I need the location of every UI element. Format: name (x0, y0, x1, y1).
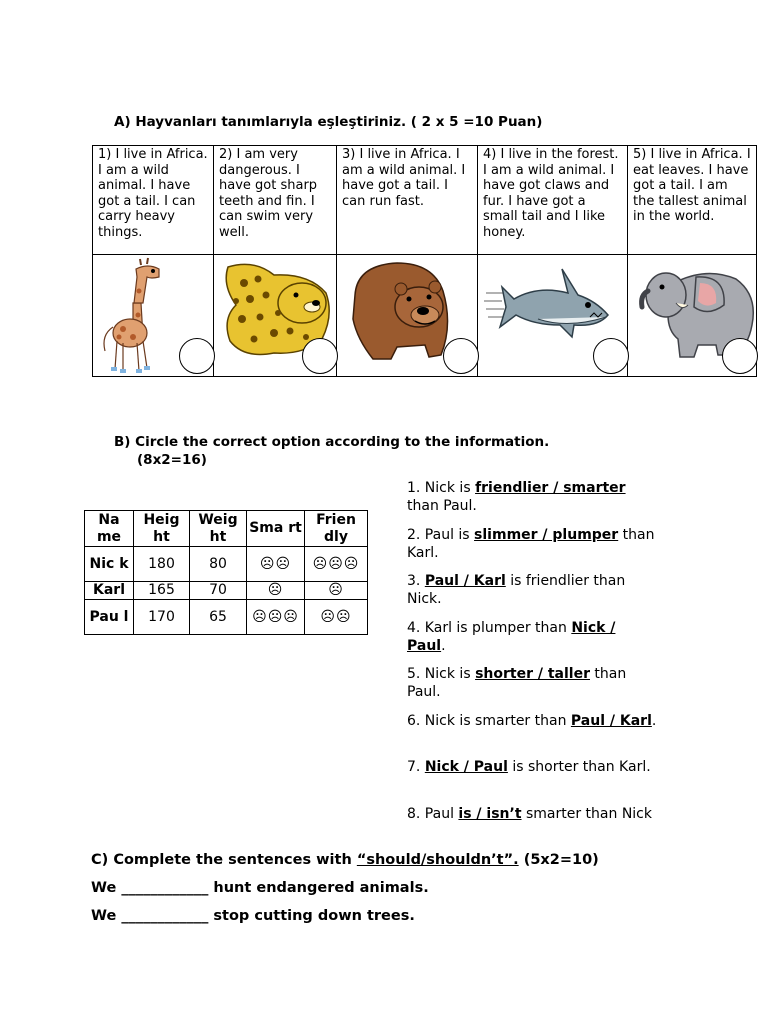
question-text: than Paul. (407, 666, 627, 700)
header-weight: Weig ht (190, 511, 247, 547)
question-text: 6. Nick is smarter than (407, 713, 571, 729)
row-friendly-faces: ☹ (305, 582, 368, 600)
question-options[interactable]: Nick / Paul (424, 759, 508, 775)
row-height: 165 (134, 582, 190, 600)
picture-cell-3 (337, 255, 478, 377)
section-c-title-text: C) Complete the sentences with (91, 852, 357, 868)
question-options[interactable]: Paul / Karl (424, 573, 506, 589)
row-weight: 80 (190, 547, 247, 582)
picture-cell-2 (214, 255, 337, 377)
answer-circle-5[interactable] (722, 338, 758, 374)
sentence-2: We ____________ stop cutting down trees. (91, 908, 415, 924)
row-friendly-faces: ☹☹ (305, 600, 368, 635)
question-4 (407, 619, 657, 655)
table-row (85, 600, 368, 635)
row-name: Karl (85, 582, 134, 600)
question-text: . (441, 638, 446, 654)
question-2 (407, 526, 657, 562)
picture-cell-1 (93, 255, 214, 377)
question-options[interactable]: Paul / Karl (570, 713, 652, 729)
description-3: 3) I live in Africa. I am a wild animal. I have got a tail. I can run fast. (342, 147, 466, 209)
animal-matching-table (92, 145, 757, 377)
description-2: 2) I am very dangerous. I have got sharp teeth and fin. I can swim very well. (219, 147, 318, 240)
answer-circle-2[interactable] (302, 338, 338, 374)
question-text: is friendlier than Nick. (407, 573, 626, 607)
header-friendly: Frien dly (305, 511, 368, 547)
question-options[interactable]: friendlier / smarter (475, 480, 626, 496)
header-height: Heig ht (134, 511, 190, 547)
section-c-points: (5x2=10) (518, 852, 599, 868)
question-7 (407, 758, 657, 776)
question-1 (407, 479, 657, 515)
description-cell-1 (93, 146, 214, 255)
table-row (85, 547, 368, 582)
question-3 (407, 572, 657, 608)
question-text: smarter than Nick (521, 806, 652, 822)
question-text: than Paul. (407, 498, 477, 514)
row-height: 180 (134, 547, 190, 582)
section-b-title: B) Circle the correct option according to the information. (114, 434, 550, 450)
question-text: 5. Nick is (407, 666, 476, 682)
picture-cell-5 (628, 255, 757, 377)
description-cell-4 (478, 146, 628, 255)
description-5: 5) I live in Africa. I eat leaves. I have got a tail. I am the tallest animal in the world. (633, 147, 751, 224)
row-friendly-faces: ☹☹☹ (305, 547, 368, 582)
row-smart-faces: ☹☹☹ (247, 600, 305, 635)
question-text: is shorter than Karl. (507, 759, 651, 775)
row-name: Nic k (85, 547, 134, 582)
header-smart: Sma rt (247, 511, 305, 547)
question-options[interactable]: is / isn’t (458, 806, 522, 822)
question-8 (407, 805, 657, 823)
question-options[interactable]: shorter / taller (475, 666, 590, 682)
row-smart-faces: ☹☹ (247, 547, 305, 582)
question-options[interactable]: slimmer / plumper (474, 527, 619, 543)
description-cell-3 (337, 146, 478, 255)
question-text: than Karl. (407, 527, 655, 561)
section-c-options: “should/shouldn’t”. (356, 852, 519, 868)
question-text: 1. Nick is (407, 480, 476, 496)
table-row (85, 582, 368, 600)
sentence-1: We ____________ hunt endangered animals. (91, 880, 429, 896)
section-a-title: A) Hayvanları tanımlarıyla eşleştiriniz. ( 2 x 5 =10 Puan) (114, 114, 543, 130)
question-text: 8. Paul (407, 806, 459, 822)
question-text: . (651, 713, 657, 729)
question-text: 4. Karl is plumper than (407, 620, 572, 636)
header-name: Na me (85, 511, 134, 547)
description-4: 4) I live in the forest. I am a wild animal. I have got claws and fur. I have got a small tail and I like honey. (483, 147, 619, 240)
info-table (84, 510, 368, 635)
answer-circle-3[interactable] (443, 338, 479, 374)
question-text: 7. (407, 759, 425, 775)
question-5 (407, 665, 657, 701)
description-cell-2 (214, 146, 337, 255)
question-options[interactable]: Nick / Paul (407, 620, 616, 654)
question-6 (407, 712, 657, 730)
section-b-points: (8x2=16) (137, 452, 207, 468)
row-smart-faces: ☹ (247, 582, 305, 600)
row-height: 170 (134, 600, 190, 635)
row-name: Pau l (85, 600, 134, 635)
section-c-title (91, 851, 599, 869)
question-text: 3. (407, 573, 425, 589)
answer-circle-1[interactable] (179, 338, 215, 374)
answer-circle-4[interactable] (593, 338, 629, 374)
description-1: 1) I live in Africa. I am a wild animal. I have got a tail. I can carry heavy things. (98, 147, 208, 240)
row-weight: 70 (190, 582, 247, 600)
row-weight: 65 (190, 600, 247, 635)
question-text: 2. Paul is (407, 527, 475, 543)
description-cell-5 (628, 146, 757, 255)
picture-cell-4 (478, 255, 628, 377)
